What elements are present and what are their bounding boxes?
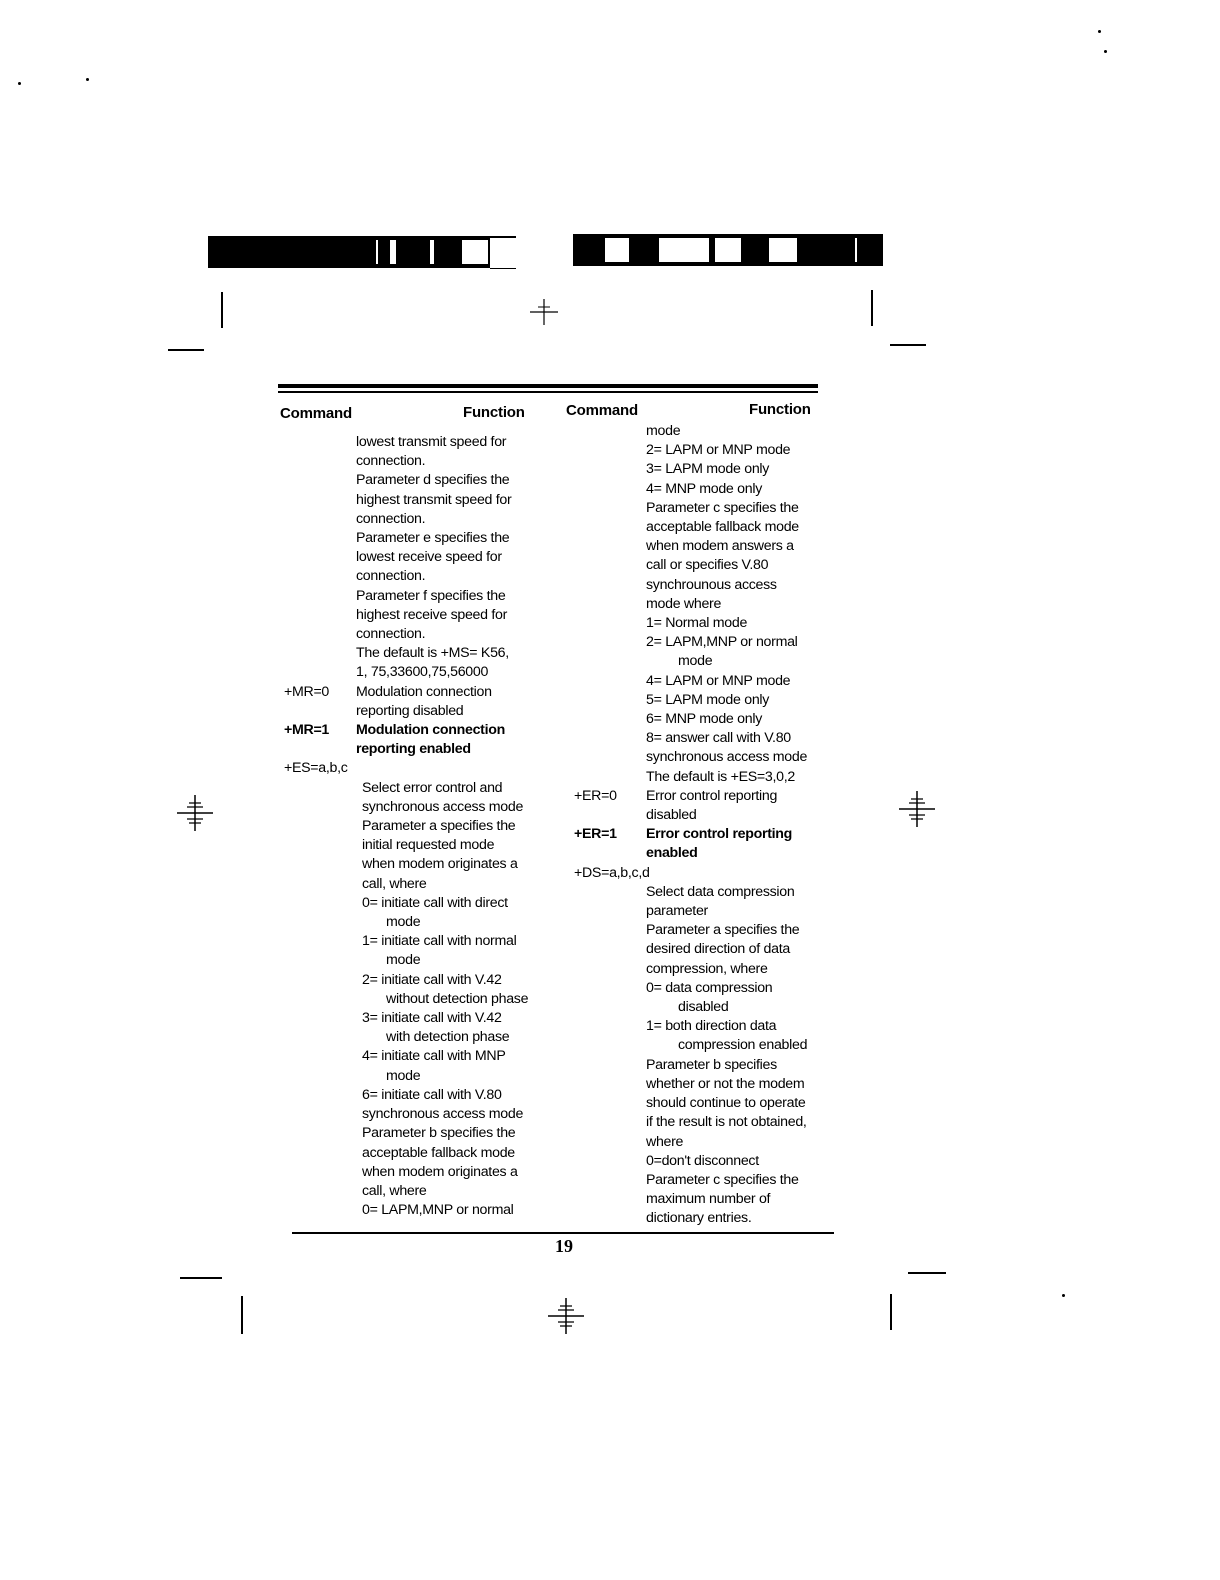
function-text: Select error control and bbox=[362, 779, 503, 796]
table-row bbox=[574, 1094, 844, 1113]
scan-speck bbox=[1062, 1294, 1065, 1297]
function-text: Parameter a specifies the bbox=[362, 818, 516, 835]
function-text: where bbox=[646, 1133, 684, 1150]
function-text: lowest transmit speed for bbox=[356, 434, 507, 450]
page-number: 19 bbox=[555, 1236, 573, 1256]
table-row bbox=[284, 625, 554, 644]
function-text: connection. bbox=[356, 626, 426, 643]
table-row bbox=[284, 932, 554, 951]
function-text: 1, 75,33600,75,56000 bbox=[356, 664, 489, 681]
table-row bbox=[284, 452, 554, 471]
table-row bbox=[284, 990, 554, 1009]
function-text: mode bbox=[678, 653, 713, 670]
table-row bbox=[284, 721, 554, 740]
table-row bbox=[574, 1171, 844, 1190]
command-cell: +DS=a,b,c,d bbox=[574, 864, 650, 881]
table-row bbox=[284, 510, 554, 529]
function-text: 4= MNP mode only bbox=[646, 480, 762, 497]
registration-mark-top-icon bbox=[524, 295, 564, 335]
table-row bbox=[574, 1113, 844, 1132]
function-text: Parameter c specifies the bbox=[646, 499, 799, 516]
table-row bbox=[574, 672, 844, 691]
table-row bbox=[574, 652, 844, 671]
table-row bbox=[574, 825, 844, 844]
table-row bbox=[574, 729, 844, 748]
function-text: Modulation connection bbox=[356, 683, 492, 700]
crop-mark-top-right-h bbox=[890, 344, 926, 346]
function-text: connection. bbox=[356, 510, 426, 527]
table-row bbox=[284, 1124, 554, 1143]
function-text: mode bbox=[386, 1067, 421, 1084]
function-text: 5= LAPM mode only bbox=[646, 691, 770, 708]
table-row bbox=[284, 663, 554, 682]
function-text: 3= initiate call with V.42 bbox=[362, 1010, 502, 1027]
command-cell: +MR=1 bbox=[284, 722, 330, 739]
function-text: 3= LAPM mode only bbox=[646, 461, 770, 478]
function-text: Error control reporting bbox=[646, 787, 778, 804]
table-row bbox=[284, 491, 554, 510]
registration-mark-left-icon bbox=[175, 793, 215, 833]
table-row bbox=[574, 441, 844, 460]
table-top-rule-thin bbox=[278, 391, 818, 393]
header-command-left: Command bbox=[280, 405, 352, 422]
table-row bbox=[574, 422, 844, 441]
crop-mark-top-left-h bbox=[168, 349, 204, 351]
crop-mark-bottom-right-h bbox=[908, 1272, 946, 1274]
table-row bbox=[574, 1075, 844, 1094]
function-text: Modulation connection bbox=[356, 722, 505, 739]
function-text: 0= LAPM,MNP or normal bbox=[362, 1202, 514, 1219]
table-row bbox=[574, 499, 844, 518]
left-column bbox=[284, 433, 554, 1220]
header-function-left: Function bbox=[463, 404, 525, 421]
table-row bbox=[284, 894, 554, 913]
table-row bbox=[574, 748, 844, 767]
function-text: Parameter b specifies bbox=[646, 1056, 777, 1073]
function-text: maximum number of bbox=[646, 1191, 771, 1208]
function-text: 4= LAPM or MNP mode bbox=[646, 672, 791, 689]
table-row bbox=[574, 768, 844, 787]
function-text: Parameter b specifies the bbox=[362, 1125, 516, 1142]
function-text: compression, where bbox=[646, 960, 768, 977]
scan-speck bbox=[86, 78, 89, 81]
function-text: when modem answers a bbox=[646, 538, 794, 555]
table-row bbox=[284, 471, 554, 490]
table-row bbox=[574, 595, 844, 614]
function-text: Parameter d specifies the bbox=[356, 472, 510, 489]
header-bar-right bbox=[573, 234, 883, 266]
function-text: synchronous access mode bbox=[646, 749, 808, 766]
function-text: 0= data compression bbox=[646, 979, 773, 996]
table-row bbox=[284, 855, 554, 874]
function-text: should continue to operate bbox=[646, 1095, 806, 1112]
table-row bbox=[284, 529, 554, 548]
function-text: acceptable fallback mode bbox=[362, 1144, 515, 1161]
function-text: parameter bbox=[646, 903, 708, 920]
header-bar-left-tail bbox=[490, 236, 516, 269]
function-text: 1= both direction data bbox=[646, 1018, 777, 1035]
table-row bbox=[284, 702, 554, 721]
command-cell: +ER=1 bbox=[574, 826, 617, 843]
table-row bbox=[574, 633, 844, 652]
function-text: 2= initiate call with V.42 bbox=[362, 971, 502, 988]
function-text: 0=don't disconnect bbox=[646, 1152, 759, 1169]
table-row bbox=[284, 683, 554, 702]
crop-mark-top-right bbox=[871, 290, 873, 326]
table-row bbox=[284, 1067, 554, 1086]
table-row bbox=[284, 433, 554, 452]
table-row bbox=[284, 606, 554, 625]
table-row bbox=[284, 587, 554, 606]
function-text: Parameter e specifies the bbox=[356, 530, 510, 547]
function-text: compression enabled bbox=[678, 1037, 808, 1054]
command-cell: +ES=a,b,c bbox=[284, 760, 348, 777]
function-text: if the result is not obtained, bbox=[646, 1114, 807, 1131]
function-text: call, where bbox=[362, 1182, 427, 1199]
scan-speck bbox=[18, 82, 21, 85]
table-row bbox=[284, 951, 554, 970]
function-text: synchrounous access bbox=[646, 576, 777, 593]
scan-speck bbox=[1104, 50, 1107, 53]
function-text: 2= LAPM or MNP mode bbox=[646, 442, 791, 459]
table-row bbox=[284, 644, 554, 663]
function-text: Error control reporting bbox=[646, 826, 793, 843]
table-row bbox=[284, 817, 554, 836]
function-text: Parameter f specifies the bbox=[356, 587, 506, 604]
function-text: Select data compression bbox=[646, 883, 795, 900]
table-row bbox=[574, 902, 844, 921]
crop-mark-bottom-right bbox=[890, 1294, 892, 1330]
table-row bbox=[574, 960, 844, 979]
table-row bbox=[574, 940, 844, 959]
table-row bbox=[284, 779, 554, 798]
function-text: The default is +ES=3,0,2 bbox=[646, 768, 795, 785]
table-row bbox=[574, 806, 844, 825]
table-row bbox=[284, 971, 554, 990]
table-row bbox=[284, 1047, 554, 1066]
table-top-rule bbox=[278, 384, 818, 388]
table-row bbox=[284, 1144, 554, 1163]
function-text: synchronous access mode bbox=[362, 1106, 524, 1123]
function-text: 0= initiate call with direct bbox=[362, 894, 508, 911]
function-text: 1= initiate call with normal bbox=[362, 933, 517, 950]
table-row bbox=[284, 1086, 554, 1105]
function-text: 8= answer call with V.80 bbox=[646, 730, 791, 747]
table-bottom-rule bbox=[292, 1232, 834, 1234]
function-text: when modem originates a bbox=[362, 856, 518, 873]
table-row bbox=[574, 1133, 844, 1152]
function-text: 4= initiate call with MNP bbox=[362, 1048, 506, 1065]
command-cell: +ER=0 bbox=[574, 787, 617, 804]
function-text: acceptable fallback mode bbox=[646, 519, 799, 536]
function-text: initial requested mode bbox=[362, 837, 495, 854]
table-row bbox=[574, 556, 844, 575]
function-text: whether or not the modem bbox=[646, 1075, 805, 1092]
table-row bbox=[574, 1056, 844, 1075]
table-row bbox=[284, 1009, 554, 1028]
crop-mark-bottom-left bbox=[241, 1296, 243, 1334]
table-row bbox=[284, 913, 554, 932]
table-row bbox=[284, 1201, 554, 1220]
function-text: 2= LAPM,MNP or normal bbox=[646, 634, 798, 651]
function-text: highest transmit speed for bbox=[356, 491, 512, 508]
function-text: disabled bbox=[678, 999, 729, 1016]
table-row bbox=[284, 875, 554, 894]
registration-mark-bottom-icon bbox=[546, 1296, 586, 1336]
function-text: 6= initiate call with V.80 bbox=[362, 1086, 502, 1103]
table-row bbox=[574, 1190, 844, 1209]
function-text: mode bbox=[646, 423, 681, 439]
table-row bbox=[284, 1182, 554, 1201]
function-text: disabled bbox=[646, 807, 697, 824]
table-row bbox=[574, 864, 844, 883]
table-row bbox=[284, 798, 554, 817]
table-row bbox=[574, 518, 844, 537]
function-text: reporting disabled bbox=[356, 702, 464, 719]
function-text: call or specifies V.80 bbox=[646, 557, 769, 574]
table-row bbox=[284, 759, 554, 778]
table-row bbox=[284, 1028, 554, 1047]
function-text: with detection phase bbox=[386, 1029, 510, 1046]
function-text: without detection phase bbox=[386, 990, 529, 1007]
function-text: connection. bbox=[356, 453, 426, 470]
table-row bbox=[574, 1152, 844, 1171]
table-row bbox=[284, 836, 554, 855]
table-row bbox=[574, 460, 844, 479]
crop-mark-bottom-left-h bbox=[180, 1277, 222, 1279]
function-text: mode where bbox=[646, 595, 722, 612]
function-text: enabled bbox=[646, 845, 698, 862]
function-text: Parameter a specifies the bbox=[646, 922, 800, 939]
table-row bbox=[574, 998, 844, 1017]
header-function-right: Function bbox=[749, 401, 811, 418]
table-row bbox=[574, 691, 844, 710]
header-command-right: Command bbox=[566, 402, 638, 419]
crop-mark-top-left bbox=[221, 292, 223, 328]
function-text: reporting enabled bbox=[356, 741, 471, 758]
table-row bbox=[284, 548, 554, 567]
function-text: lowest receive speed for bbox=[356, 549, 502, 566]
function-text: when modem originates a bbox=[362, 1163, 518, 1180]
function-text: synchronous access mode bbox=[362, 798, 524, 815]
table-row bbox=[574, 979, 844, 998]
function-text: dictionary entries. bbox=[646, 1210, 752, 1227]
right-column bbox=[574, 422, 844, 1229]
table-row bbox=[574, 787, 844, 806]
registration-mark-right-icon bbox=[897, 789, 937, 829]
table-row bbox=[574, 576, 844, 595]
table-row bbox=[284, 740, 554, 759]
table-row bbox=[574, 844, 844, 863]
table-row bbox=[574, 1209, 844, 1228]
table-row bbox=[574, 921, 844, 940]
function-text: call, where bbox=[362, 875, 427, 892]
command-cell: +MR=0 bbox=[284, 683, 330, 700]
table-row bbox=[574, 614, 844, 633]
function-text: mode bbox=[386, 952, 421, 969]
function-text: mode bbox=[386, 914, 421, 931]
header-bar-left bbox=[208, 236, 490, 268]
table-row bbox=[284, 567, 554, 586]
table-row bbox=[574, 1017, 844, 1036]
table-row bbox=[284, 1105, 554, 1124]
function-text: The default is +MS= K56, bbox=[356, 645, 509, 662]
table-row bbox=[574, 480, 844, 499]
table-row bbox=[574, 710, 844, 729]
function-text: Parameter c specifies the bbox=[646, 1171, 799, 1188]
scan-speck bbox=[1098, 30, 1101, 33]
function-text: highest receive speed for bbox=[356, 606, 508, 623]
table-row bbox=[574, 883, 844, 902]
table-row bbox=[574, 537, 844, 556]
function-text: 1= Normal mode bbox=[646, 615, 748, 632]
table-row bbox=[284, 1163, 554, 1182]
function-text: desired direction of data bbox=[646, 941, 790, 958]
table-row bbox=[574, 1036, 844, 1055]
function-text: connection. bbox=[356, 568, 426, 585]
function-text: 6= MNP mode only bbox=[646, 711, 762, 728]
